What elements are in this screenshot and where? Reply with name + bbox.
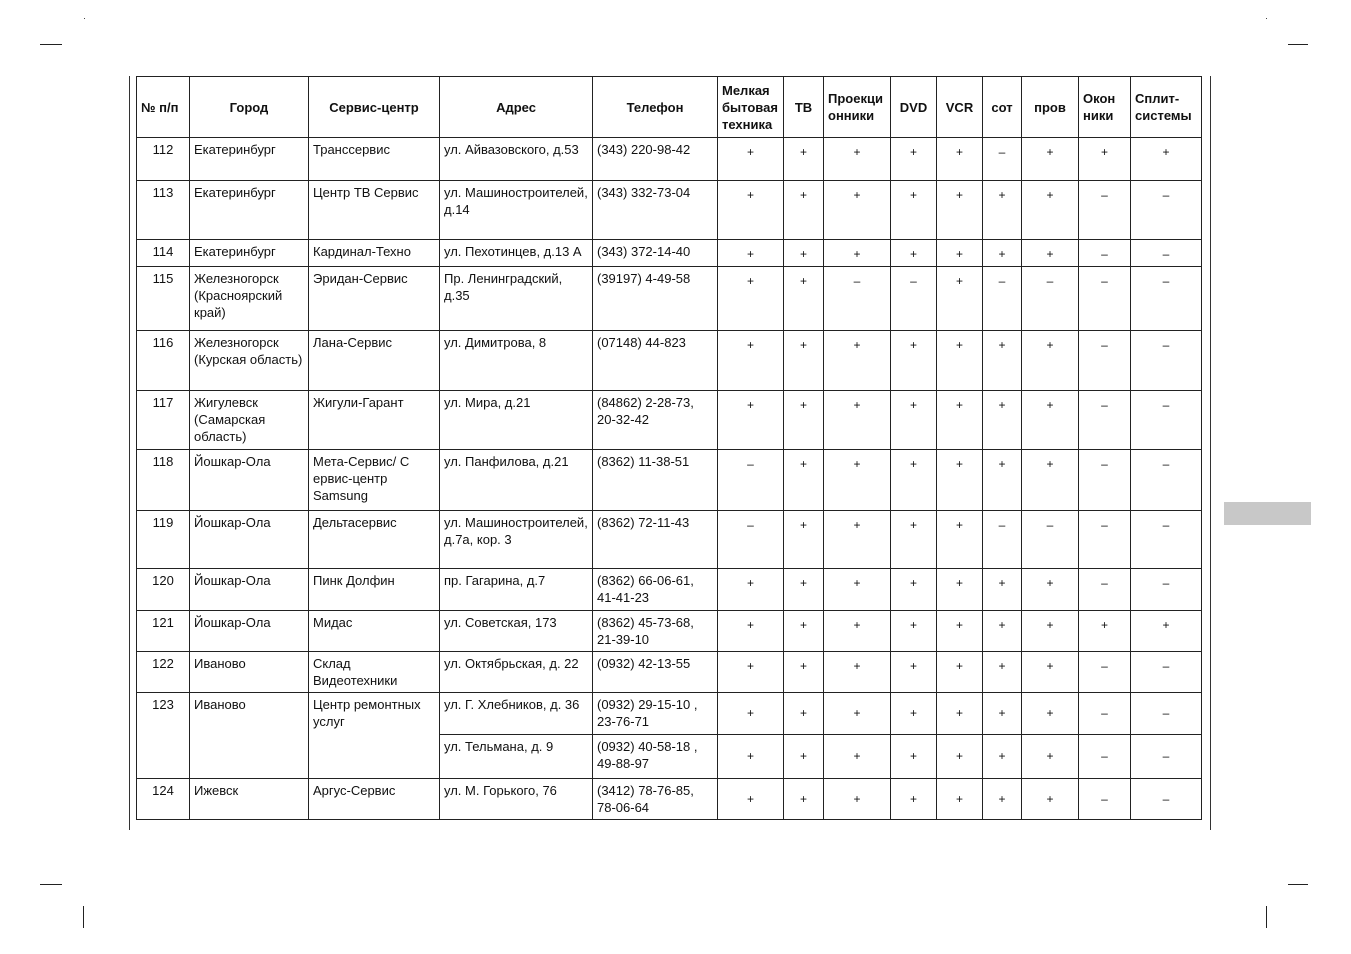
header-cell: VCR [937, 77, 983, 138]
availability-mark-cell: + [937, 240, 983, 267]
availability-mark-cell: – [983, 267, 1022, 331]
service-center-cell: Кардинал-Техно [309, 240, 440, 267]
availability-mark-cell: + [1022, 450, 1079, 511]
registration-dot [84, 18, 85, 19]
address-cell: Пр. Ленинградский, д.35 [440, 267, 593, 331]
table-row [137, 779, 1202, 820]
availability-mark-cell: – [891, 267, 937, 331]
service-center-cell: Дельтасервис [309, 511, 440, 569]
availability-mark-cell: + [891, 240, 937, 267]
row-number-cell: 120 [137, 569, 190, 611]
address-cell: ул. Айвазовского, д.53 [440, 138, 593, 181]
availability-mark-cell: + [784, 450, 824, 511]
header-cell: Окон ники [1079, 77, 1131, 138]
availability-mark-cell: + [824, 693, 891, 735]
availability-mark-cell: + [718, 735, 784, 779]
phone-cell: (343) 372-14-40 [593, 240, 718, 267]
availability-mark-cell: + [937, 569, 983, 611]
availability-mark-cell: – [1131, 391, 1202, 450]
availability-mark-cell: + [1079, 138, 1131, 181]
availability-mark-cell: + [824, 240, 891, 267]
service-center-cell: Жигули-Гарант [309, 391, 440, 450]
header-cell: Сплит- системы [1131, 77, 1202, 138]
header-cell: Мелкая бытовая техника [718, 77, 784, 138]
availability-mark-cell: – [1079, 391, 1131, 450]
table-row [137, 138, 1202, 181]
availability-mark-cell: + [937, 693, 983, 735]
table-row [137, 450, 1202, 511]
page-frame-right [1210, 76, 1211, 830]
header-cell: № п/п [137, 77, 190, 138]
address-cell: ул. Советская, 173 [440, 611, 593, 652]
service-center-cell: Мидас [309, 611, 440, 652]
row-number-cell: 119 [137, 511, 190, 569]
section-thumb-tab [1224, 502, 1311, 525]
availability-mark-cell: + [891, 693, 937, 735]
row-number-cell: 121 [137, 611, 190, 652]
service-centers-table [136, 76, 1202, 820]
table-header-row [137, 77, 1202, 138]
availability-mark-cell: + [891, 331, 937, 391]
availability-mark-cell: – [1131, 181, 1202, 240]
availability-mark-cell: + [784, 138, 824, 181]
service-center-cell: Склад Видеотехники [309, 652, 440, 693]
row-number-cell: 114 [137, 240, 190, 267]
availability-mark-cell: + [937, 735, 983, 779]
availability-mark-cell: + [937, 450, 983, 511]
availability-mark-cell: + [1022, 652, 1079, 693]
availability-mark-cell: + [937, 331, 983, 391]
phone-cell: (3412) 78-76-85, 78-06-64 [593, 779, 718, 820]
availability-mark-cell: + [1022, 181, 1079, 240]
phone-cell: (8362) 72-11-43 [593, 511, 718, 569]
availability-mark-cell: + [891, 779, 937, 820]
table-row [137, 391, 1202, 450]
availability-mark-cell: – [1079, 735, 1131, 779]
availability-mark-cell: + [1131, 138, 1202, 181]
availability-mark-cell: + [937, 138, 983, 181]
address-cell: ул. Машиностроителей, д.7а, кор. 3 [440, 511, 593, 569]
header-cell: Город [190, 77, 309, 138]
availability-mark-cell: + [718, 611, 784, 652]
availability-mark-cell: – [983, 138, 1022, 181]
header-cell: сот [983, 77, 1022, 138]
availability-mark-cell: + [891, 391, 937, 450]
availability-mark-cell: – [1131, 693, 1202, 735]
availability-mark-cell: + [718, 138, 784, 181]
availability-mark-cell: + [824, 181, 891, 240]
availability-mark-cell: + [784, 181, 824, 240]
phone-cell: (343) 332-73-04 [593, 181, 718, 240]
header-cell: Сервис-центр [309, 77, 440, 138]
row-number-cell: 116 [137, 331, 190, 391]
service-center-cell: Аргус-Сервис [309, 779, 440, 820]
availability-mark-cell: + [824, 138, 891, 181]
availability-mark-cell: + [784, 331, 824, 391]
availability-mark-cell: – [1079, 569, 1131, 611]
availability-mark-cell: – [983, 511, 1022, 569]
address-cell: ул. Панфилова, д.21 [440, 450, 593, 511]
service-center-cell: Лана-Сервис [309, 331, 440, 391]
city-cell: Екатеринбург [190, 240, 309, 267]
availability-mark-cell: – [718, 511, 784, 569]
city-cell: Железногорск (Курская область) [190, 331, 309, 391]
availability-mark-cell: + [1079, 611, 1131, 652]
city-cell: Йошкар-Ола [190, 450, 309, 511]
availability-mark-cell: + [983, 450, 1022, 511]
availability-mark-cell: – [1079, 779, 1131, 820]
address-cell: ул. М. Горького, 76 [440, 779, 593, 820]
availability-mark-cell: + [1022, 138, 1079, 181]
address-cell: ул. Г. Хлебников, д. 36 [440, 693, 593, 735]
availability-mark-cell: – [1022, 267, 1079, 331]
header-cell: Проекци онники [824, 77, 891, 138]
crop-mark [83, 906, 84, 928]
availability-mark-cell: + [718, 779, 784, 820]
availability-mark-cell: + [1022, 569, 1079, 611]
service-center-cell: Центр ремонтных услуг [309, 693, 440, 779]
availability-mark-cell: + [784, 267, 824, 331]
table-row [137, 511, 1202, 569]
availability-mark-cell: – [1131, 779, 1202, 820]
availability-mark-cell: + [937, 181, 983, 240]
row-number-cell: 112 [137, 138, 190, 181]
crop-mark [1288, 884, 1308, 885]
availability-mark-cell: + [937, 779, 983, 820]
availability-mark-cell: + [891, 652, 937, 693]
availability-mark-cell: – [1079, 693, 1131, 735]
availability-mark-cell: + [1022, 331, 1079, 391]
phone-cell: (0932) 29-15-10 , 23-76-71 [593, 693, 718, 735]
phone-cell: (0932) 42-13-55 [593, 652, 718, 693]
availability-mark-cell: + [784, 391, 824, 450]
registration-dot [1266, 18, 1267, 19]
address-cell: ул. Мира, д.21 [440, 391, 593, 450]
city-cell: Йошкар-Ола [190, 569, 309, 611]
address-cell: ул. Пехотинцев, д.13 А [440, 240, 593, 267]
header-cell: ТВ [784, 77, 824, 138]
availability-mark-cell: + [718, 652, 784, 693]
availability-mark-cell: + [824, 611, 891, 652]
availability-mark-cell: – [1022, 511, 1079, 569]
availability-mark-cell: + [824, 331, 891, 391]
availability-mark-cell: + [1022, 779, 1079, 820]
city-cell: Йошкар-Ола [190, 511, 309, 569]
table-row [137, 181, 1202, 240]
address-cell: ул. Димитрова, 8 [440, 331, 593, 391]
availability-mark-cell: + [983, 331, 1022, 391]
city-cell: Екатеринбург [190, 181, 309, 240]
availability-mark-cell: + [891, 611, 937, 652]
availability-mark-cell: + [983, 240, 1022, 267]
city-cell: Йошкар-Ола [190, 611, 309, 652]
availability-mark-cell: + [983, 652, 1022, 693]
availability-mark-cell: – [1131, 331, 1202, 391]
row-number-cell: 118 [137, 450, 190, 511]
availability-mark-cell: + [937, 611, 983, 652]
availability-mark-cell: + [784, 779, 824, 820]
availability-mark-cell: – [1079, 240, 1131, 267]
availability-mark-cell: + [784, 569, 824, 611]
service-center-cell: Пинк Долфин [309, 569, 440, 611]
availability-mark-cell: + [824, 511, 891, 569]
availability-mark-cell: – [718, 450, 784, 511]
city-cell: Жигулевск (Самарская область) [190, 391, 309, 450]
availability-mark-cell: + [718, 569, 784, 611]
address-cell: ул. Машиностроителей, д.14 [440, 181, 593, 240]
table-row [137, 331, 1202, 391]
phone-cell: (8362) 45-73-68, 21-39-10 [593, 611, 718, 652]
availability-mark-cell: + [891, 450, 937, 511]
availability-mark-cell: + [983, 693, 1022, 735]
header-cell: пров [1022, 77, 1079, 138]
service-center-cell: Транссервис [309, 138, 440, 181]
header-cell: DVD [891, 77, 937, 138]
availability-mark-cell: + [1131, 611, 1202, 652]
availability-mark-cell: + [824, 450, 891, 511]
availability-mark-cell: – [1131, 267, 1202, 331]
availability-mark-cell: + [983, 779, 1022, 820]
availability-mark-cell: + [983, 391, 1022, 450]
availability-mark-cell: + [784, 240, 824, 267]
availability-mark-cell: – [824, 267, 891, 331]
availability-mark-cell: + [718, 331, 784, 391]
table-row [137, 652, 1202, 693]
phone-cell: (07148) 44-823 [593, 331, 718, 391]
city-cell: Железногорск (Красноярский край) [190, 267, 309, 331]
availability-mark-cell: + [891, 181, 937, 240]
crop-mark [1288, 44, 1308, 45]
availability-mark-cell: + [824, 391, 891, 450]
availability-mark-cell: + [784, 611, 824, 652]
crop-mark [40, 44, 62, 45]
availability-mark-cell: + [718, 181, 784, 240]
availability-mark-cell: – [1131, 652, 1202, 693]
crop-mark [1266, 906, 1267, 928]
phone-cell: (8362) 66-06-61, 41-41-23 [593, 569, 718, 611]
table-row [137, 611, 1202, 652]
availability-mark-cell: + [983, 569, 1022, 611]
availability-mark-cell: + [718, 391, 784, 450]
row-number-cell: 115 [137, 267, 190, 331]
header-cell: Телефон [593, 77, 718, 138]
availability-mark-cell: + [891, 138, 937, 181]
availability-mark-cell: + [1022, 391, 1079, 450]
phone-cell: (39197) 4-49-58 [593, 267, 718, 331]
availability-mark-cell: + [784, 735, 824, 779]
phone-cell: (84862) 2-28-73, 20-32-42 [593, 391, 718, 450]
availability-mark-cell: – [1131, 450, 1202, 511]
availability-mark-cell: – [1079, 267, 1131, 331]
city-cell: Ижевск [190, 779, 309, 820]
availability-mark-cell: – [1079, 331, 1131, 391]
availability-mark-cell: – [1079, 511, 1131, 569]
availability-mark-cell: + [784, 511, 824, 569]
availability-mark-cell: + [891, 511, 937, 569]
table-row [137, 693, 1202, 735]
city-cell: Екатеринбург [190, 138, 309, 181]
availability-mark-cell: + [937, 391, 983, 450]
availability-mark-cell: + [1022, 693, 1079, 735]
service-center-cell: Мета-Сервис/ С ервис-центр Samsung [309, 450, 440, 511]
availability-mark-cell: + [824, 735, 891, 779]
row-number-cell: 123 [137, 693, 190, 779]
city-cell: Иваново [190, 693, 309, 779]
availability-mark-cell: – [1131, 569, 1202, 611]
page-frame-left [129, 76, 130, 830]
availability-mark-cell: + [784, 693, 824, 735]
service-center-cell: Центр ТВ Сервис [309, 181, 440, 240]
availability-mark-cell: + [1022, 735, 1079, 779]
header-cell: Адрес [440, 77, 593, 138]
phone-cell: (8362) 11-38-51 [593, 450, 718, 511]
availability-mark-cell: – [1131, 240, 1202, 267]
availability-mark-cell: + [891, 569, 937, 611]
row-number-cell: 113 [137, 181, 190, 240]
availability-mark-cell: + [983, 181, 1022, 240]
availability-mark-cell: + [1022, 240, 1079, 267]
table-row [137, 569, 1202, 611]
availability-mark-cell: – [1079, 181, 1131, 240]
availability-mark-cell: + [937, 511, 983, 569]
address-cell: ул. Октябрьская, д. 22 [440, 652, 593, 693]
phone-cell: (0932) 40-58-18 , 49-88-97 [593, 735, 718, 779]
availability-mark-cell: + [1022, 611, 1079, 652]
city-cell: Иваново [190, 652, 309, 693]
availability-mark-cell: + [891, 735, 937, 779]
phone-cell: (343) 220-98-42 [593, 138, 718, 181]
availability-mark-cell: + [983, 735, 1022, 779]
address-cell: ул. Тельмана, д. 9 [440, 735, 593, 779]
availability-mark-cell: + [937, 267, 983, 331]
availability-mark-cell: + [983, 611, 1022, 652]
availability-mark-cell: + [824, 652, 891, 693]
availability-mark-cell: + [718, 240, 784, 267]
availability-mark-cell: + [718, 267, 784, 331]
availability-mark-cell: + [718, 693, 784, 735]
row-number-cell: 117 [137, 391, 190, 450]
table-row [137, 240, 1202, 267]
availability-mark-cell: + [824, 779, 891, 820]
availability-mark-cell: – [1131, 511, 1202, 569]
availability-mark-cell: – [1079, 450, 1131, 511]
address-cell: пр. Гагарина, д.7 [440, 569, 593, 611]
crop-mark [40, 884, 62, 885]
availability-mark-cell: + [824, 569, 891, 611]
availability-mark-cell: – [1131, 735, 1202, 779]
availability-mark-cell: + [937, 652, 983, 693]
table-row [137, 267, 1202, 331]
availability-mark-cell: – [1079, 652, 1131, 693]
service-center-cell: Эридан-Сервис [309, 267, 440, 331]
row-number-cell: 124 [137, 779, 190, 820]
availability-mark-cell: + [784, 652, 824, 693]
row-number-cell: 122 [137, 652, 190, 693]
